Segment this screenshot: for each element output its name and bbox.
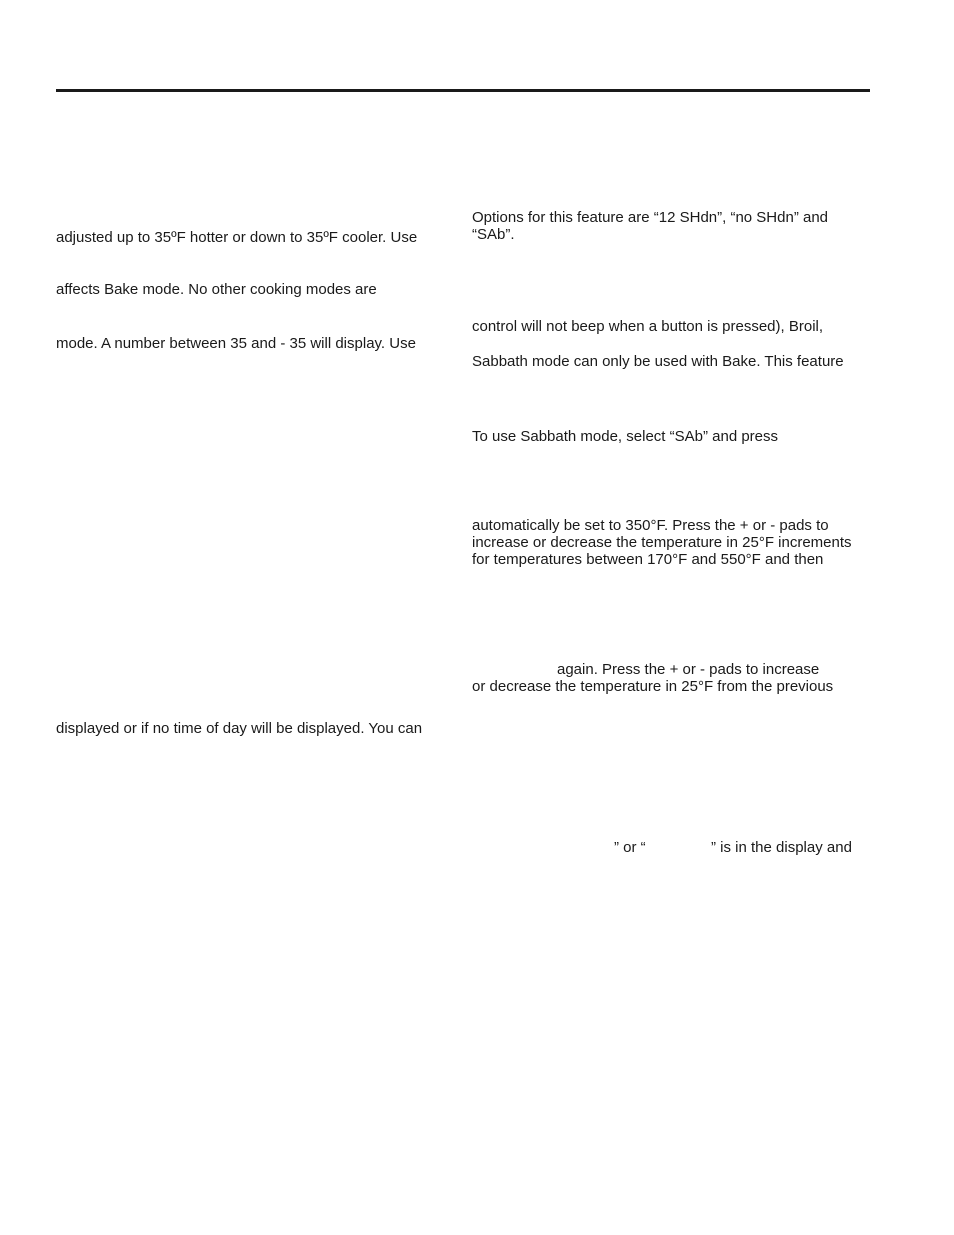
right-text-line: “SAb”. — [472, 226, 515, 243]
left-text-line: mode. A number between 35 and - 35 will display. Use — [56, 335, 416, 352]
right-text-line: for temperatures between 170°F and 550°F and then — [472, 551, 824, 568]
right-text-line: Options for this feature are “12 SHdn”, “no SHdn” and — [472, 209, 829, 226]
right-text-line: or decrease the temperature in 25°F from the previous — [472, 678, 834, 695]
right-text-fragment: ” or “ — [614, 839, 646, 856]
right-text-line: increase or decrease the temperature in 25°F increments — [472, 534, 852, 551]
header-rule — [56, 89, 870, 92]
left-text-line: adjusted up to 35ºF hotter or down to 35ºF cooler. Use — [56, 229, 418, 246]
right-text-line: again. Press the + or - pads to increase — [557, 661, 820, 678]
left-text-line: displayed or if no time of day will be displayed. You can — [56, 720, 423, 737]
right-text-line: Sabbath mode can only be used with Bake. This feature — [472, 353, 844, 370]
right-text-line: To use Sabbath mode, select “SAb” and press — [472, 428, 779, 445]
right-text-fragment: ” is in the display and — [711, 839, 852, 856]
right-text-line: automatically be set to 350°F. Press the + or - pads to — [472, 517, 829, 534]
right-text-line: control will not beep when a button is pressed), Broil, — [472, 318, 824, 335]
left-text-line: affects Bake mode. No other cooking modes are — [56, 281, 377, 298]
